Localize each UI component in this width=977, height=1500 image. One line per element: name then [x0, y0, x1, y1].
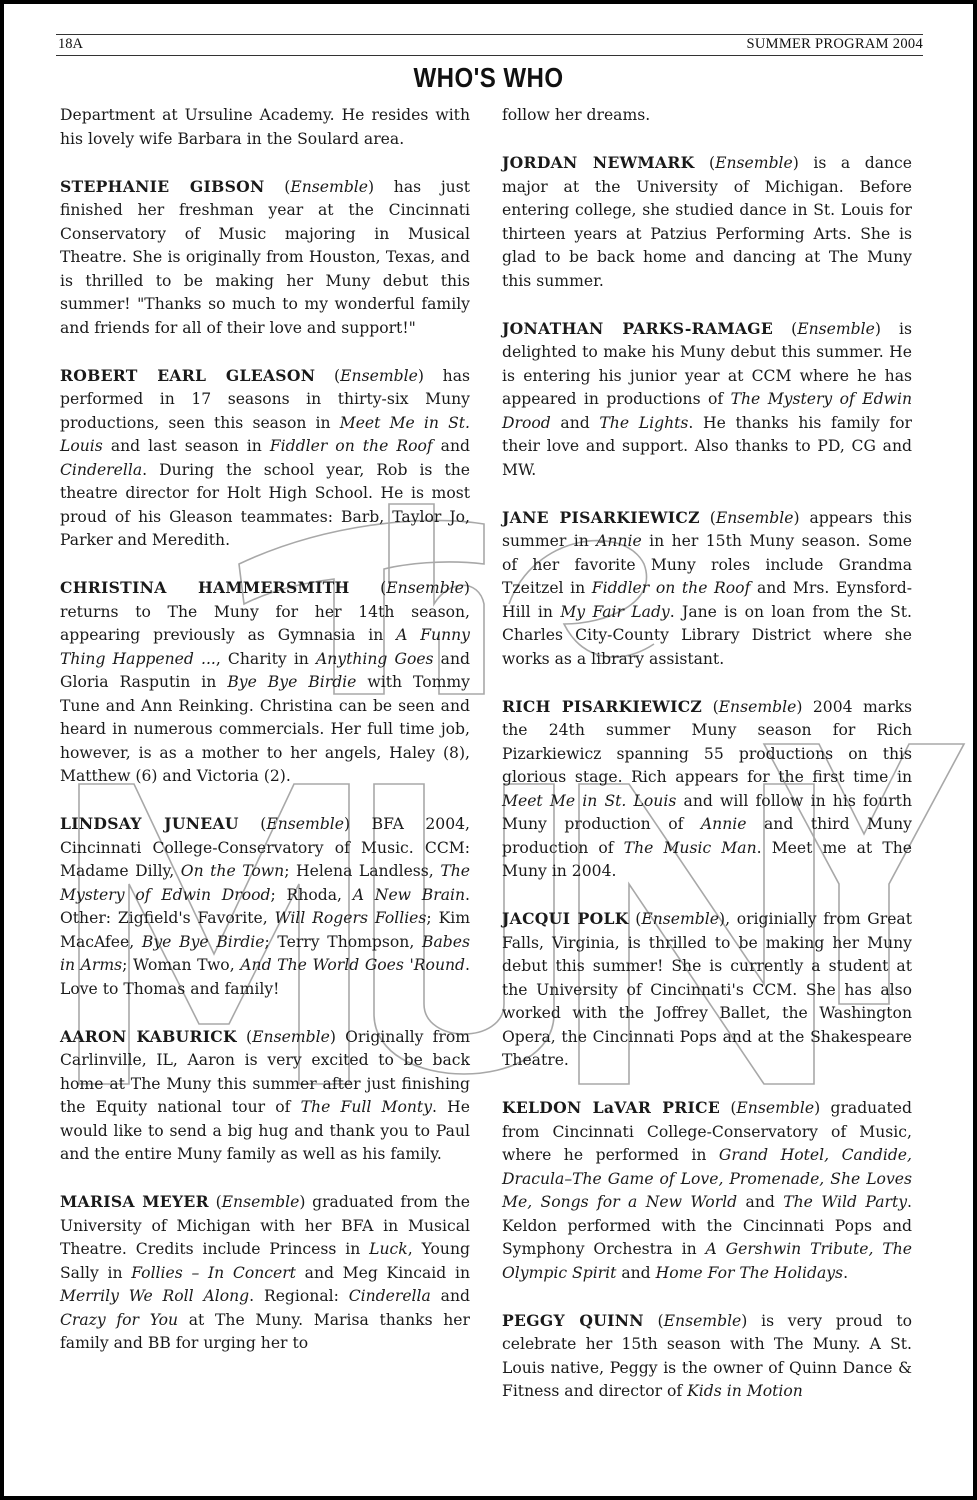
bio-text: and: [430, 1287, 471, 1305]
bio-text: . He thanks his family for their love and support. Also thanks to PD, CG and MW.: [502, 413, 912, 479]
work-title: Bye Bye Birdie: [227, 673, 357, 691]
bio-text: . Regional:: [249, 1287, 349, 1305]
bio-entry: CHRISTINA HAMMERSMITH (Ensemble) returns to The Muny for her 14th season, appearing previously as Gymnasia in A Funny Thing Happened ..., Charity in Anything Goes and Gloria Rasputin in Bye Bye Birdie with Tommy Tune and Ann Reinking. Christina can be seen and heard in numerous commercials. Her full time job, however, is as a mother to her angels, Haley (8), Matthew (6) and Victoria (2).: [60, 578, 471, 785]
performer-role: Ensemble: [641, 910, 719, 928]
bio-entry: RICH PISARKIEWICZ (Ensemble) 2004 marks the 24th summer Muny season for Rich Pizarkiewicz spanning 55 productions on this glorious stage. Rich appears for the first time in Meet Me in St. Louis and will follow in his fourth Muny production of Annie and third Muny production of The Music Man. Meet me at The Muny in 2004.: [502, 696, 912, 880]
work-title: The Full Monty: [300, 1098, 433, 1116]
performer-name: MARISA MEYER: [60, 1192, 209, 1211]
bio-text: and third Muny production of: [502, 815, 912, 857]
page-title: WHO'S WHO: [413, 62, 564, 93]
performer-name: KELDON LaVAR PRICE: [502, 1098, 721, 1117]
work-title: Meet Me in St. Louis: [502, 791, 677, 810]
bio-text: . Keldon performed with the Cincinnati Pops and Symphony Orchestra in: [502, 1193, 912, 1258]
bio-entry: JACQUI POLK (Ensemble), originially from Great Falls, Virginia, is thrilled to be making her Muny debut this summer! She is currently a student at the University of Cincinnati's CCM. She has also worked with the Joffrey Ballet, the Washington Opera, the Cincinnati Pops and at the Shakespeare Theatre.: [502, 909, 912, 1069]
work-title: Luck: [369, 1240, 408, 1258]
performer-name: CHRISTINA HAMMERSMITH: [60, 578, 350, 597]
performer-name: LINDSAY JUNEAU: [60, 814, 239, 833]
bio-text: is delighted to make his Muny debut this summer. He is entering his junior year at CCM where he has appeared in productions of: [502, 319, 912, 408]
bio-text: .: [843, 1263, 849, 1282]
bio-text: . During the school year, Rob is the theatre director for Holt High School. He is most proud of his Gleason teammates: Barb, Taylor Jo, Parker and Meredith.: [60, 460, 470, 549]
bio-text: has performed in 17 seasons in thirty-six Muny productions, seen this season in: [60, 366, 470, 432]
bio-text: in her 15th Muny season. Some of her favorite Muny roles include Grandma Tzeitzel in: [502, 532, 913, 597]
bio-text: graduated from Cincinnati College-Conservatory of Music, where he performed in: [502, 1099, 912, 1164]
performer-name: JORDAN NEWMARK: [502, 153, 695, 172]
bio-text: and will follow in his fourth Muny production of: [502, 791, 912, 833]
work-title: The Lights: [599, 413, 689, 432]
work-title: Anything Goes: [315, 649, 434, 668]
performer-name: AARON KABURICK: [60, 1026, 237, 1046]
bio-text: graduated from the University of Michigan with her BFA in Musical Theatre. Credits include Princess in: [60, 1193, 470, 1258]
performer-name: ROBERT EARL GLEASON: [60, 365, 316, 385]
work-title: Bye Bye Birdie: [141, 932, 265, 951]
work-title: Fiddler on the Roof: [591, 579, 751, 597]
bio-text: , Young Sally in: [60, 1240, 470, 1282]
work-title: A Funny Thing Happened ...: [60, 626, 470, 668]
bio-text: ; Rhoda,: [270, 885, 353, 904]
bio-text: and Meg Kincaid in: [295, 1263, 470, 1282]
bio-text: , Charity in: [215, 649, 316, 668]
performer-role: Ensemble: [386, 579, 464, 597]
bio-text: is a dance major at the University of Michigan. Before entering college, she studied dance in St. Louis for thirteen years at Patzius Performing Arts. She is glad to be back home and dancing at The Muny this summer.: [502, 154, 912, 290]
bio-text: and: [737, 1193, 784, 1211]
performer-name: RICH PISARKIEWICZ: [502, 696, 703, 716]
performer-role: Ensemble: [715, 154, 793, 172]
bio-text: with Tommy Tune and Ann Reinking. Christina can be seen and heard in numerous commercials. Her full time job, however, is as a mother to her angels, Haley (8), Matthew (6) and Victoria (2).: [60, 673, 470, 785]
work-title: Follies – In Concert: [131, 1263, 296, 1282]
right-column: [502, 104, 912, 1427]
work-title: Kids in Motion: [687, 1382, 803, 1400]
bio-text: and last season in: [102, 437, 270, 455]
bio-text: and Mrs. Eynsford-Hill in: [502, 579, 912, 621]
bio-continuation: [502, 104, 912, 128]
work-title: On the Town: [180, 862, 285, 880]
performer-role: Ensemble: [290, 177, 369, 196]
performer-name: JONATHAN PARKS-RAMAGE: [502, 318, 774, 338]
bio-text: . Love to Thomas and family!: [60, 956, 470, 998]
work-title: Cinderella: [60, 460, 143, 479]
work-title: The Mystery of Edwin Drood: [502, 390, 912, 432]
performer-role: Ensemble: [736, 1099, 815, 1117]
work-title: A New Brain: [352, 885, 466, 904]
bio-text: and: [432, 437, 470, 455]
work-title: Will Rogers Follies: [274, 909, 427, 927]
bio-text: appears this summer in: [502, 508, 912, 550]
bio-entry: JONATHAN PARKS-RAMAGE (Ensemble) is delighted to make his Muny debut this summer. He is entering his junior year at CCM where he has appeared in productions of The Mystery of Edwin Drood and The Lights. He thanks his family for their love and support. Also thanks to PD, CG and MW.: [502, 318, 912, 479]
work-title: And The World Goes 'Round: [240, 956, 466, 974]
bio-text: . Jane is on loan from the St. Charles City-County Library District where she works as a library assistant.: [502, 602, 912, 668]
performer-name: PEGGY QUINN: [502, 1310, 644, 1330]
performer-name: JACQUI POLK: [502, 909, 629, 928]
bio-text: ; Woman Two,: [122, 956, 241, 974]
bio-text: and Gloria Rasputin in: [60, 649, 470, 691]
work-title: The Wild Party: [783, 1193, 908, 1211]
running-header: [56, 34, 923, 56]
work-title: Crazy for You: [60, 1310, 179, 1329]
bio-text: BFA 2004, Cincinnati College-Conservatory of Music. CCM: Madame Dilly,: [60, 815, 470, 880]
bio-entry: AARON KABURICK (Ensemble) Originally from Carlinville, IL, Aaron is very excited to be back home at The Muny this summer after just finishing the Equity national tour of The Full Monty. He would like to send a big hug and thank you to Paul and the entire Muny family as well as his family.: [60, 1026, 471, 1163]
work-title: Cinderella: [348, 1287, 431, 1305]
work-title: Annie: [596, 532, 642, 550]
work-title: Annie: [700, 815, 747, 833]
work-title: A Gershwin Tribute, The Olympic Spirit: [502, 1240, 912, 1282]
page-number: 18A: [58, 36, 83, 52]
bio-entry: JANE PISARKIEWICZ (Ensemble) appears this summer in Annie in her 15th Muny season. Some of her favorite Muny roles include Grandma Tzeitzel in Fiddler on the Roof and Mrs. Eynsford-Hill in My Fair Lady. Jane is on loan from the St. Charles City-County Library District where she works as a library assistant.: [502, 507, 913, 668]
performer-role: Ensemble: [718, 697, 797, 716]
bio-text: . He would like to send a big hug and thank you to Paul and the entire Muny family as well as his family.: [60, 1098, 470, 1163]
work-title: The Mystery of Edwin Drood: [60, 862, 470, 904]
left-column: [60, 104, 470, 1379]
performer-role: Ensemble: [266, 815, 345, 833]
work-title: Meet Me in St. Louis: [60, 413, 470, 455]
performer-role: Ensemble: [340, 366, 418, 385]
bio-text: . Other: Zigfield's Favorite,: [60, 885, 471, 927]
bio-text: ; Kim MacAfee,: [60, 909, 470, 951]
performer-role: Ensemble: [797, 319, 875, 338]
performer-role: Ensemble: [221, 1193, 300, 1211]
bio-entry: MARISA MEYER (Ensemble) graduated from the University of Michigan with her BFA in Musical Theatre. Credits include Princess in Luck, Young Sally in Follies – In Concert and Meg Kincaid in Merrily We Roll Along. Regional: Cinderella and Crazy for You at The Muny. Marisa thanks her family and BB for urging her to: [60, 1192, 471, 1352]
bio-text: Department at Ursuline Academy. He resides with his lovely wife Barbara in the Soulard area.: [60, 106, 470, 148]
bio-entry: STEPHANIE GIBSON (Ensemble) has just finished her freshman year at the Cincinnati Conservatory of Music majoring in Musical Theatre. She is originally from Houston, Texas, and is thrilled to be making her Muny debut this summer! "Thanks so much to my wonderful family and friends for all of their love and support!": [60, 176, 470, 337]
bio-entry: JORDAN NEWMARK (Ensemble) is a dance major at the University of Michigan. Before entering college, she studied dance in St. Louis for thirteen years at Patzius Performing Arts. She is glad to be back home and dancing at The Muny this summer.: [502, 153, 912, 290]
bio-text: originially from Great Falls, Virginia, is thrilled to be making her Muny debut this summer! She is currently a student at the University of Cincinnati's CCM. She has also worked with the Joffrey Ballet, the Washington Opera, the Cincinnati Pops and at the Shakespeare Theatre.: [502, 910, 912, 1069]
bio-text: Originally from Carlinville, IL, Aaron is very excited to be back home at The Muny this summer after just finishing the Equity national tour of: [60, 1027, 471, 1116]
work-title: Babes in Arms: [60, 932, 470, 974]
work-title: The Music Man: [623, 838, 757, 857]
bio-text: and: [616, 1263, 656, 1282]
bio-text: follow her dreams.: [502, 106, 651, 124]
bio-text: 2004 marks the 24th summer Muny season for Rich Pizarkiewicz spanning 55 productions on this glorious stage. Rich appears for the first time in: [502, 697, 912, 786]
bio-entry: LINDSAY JUNEAU (Ensemble) BFA 2004, Cincinnati College-Conservatory of Music. CCM: Madame Dilly, On the Town; Helena Landless, The Mystery of Edwin Drood; Rhoda, A New Brain. Other: Zigfield's Favorite, Will Rogers Follies; Kim MacAfee, Bye Bye Birdie; Terry Thompson, Babes in Arms; Woman Two, And The World Goes 'Round. Love to Thomas and family!: [60, 814, 471, 998]
program-title: SUMMER PROGRAM 2004: [746, 36, 923, 52]
bio-text: is very proud to celebrate her 15th season with The Muny. A St. Louis native, Peggy is the owner of Quinn Dance & Fitness and director of: [502, 1311, 913, 1400]
bio-continuation: [60, 104, 470, 151]
performer-role: Ensemble: [252, 1027, 330, 1046]
performer-name: STEPHANIE GIBSON: [60, 176, 265, 196]
bio-entry: ROBERT EARL GLEASON (Ensemble) has performed in 17 seasons in thirty-six Muny productions, seen this season in Meet Me in St. Louis and last season in Fiddler on the Roof and Cinderella. During the school year, Rob is the theatre director for Holt High School. He is most proud of his Gleason teammates: Barb, Taylor Jo, Parker and Meredith.: [60, 365, 470, 549]
bio-entry: PEGGY QUINN (Ensemble) is very proud to celebrate her 15th season with The Muny. A St. Louis native, Peggy is the owner of Quinn Dance & Fitness and director of Kids in Motion: [502, 1310, 913, 1400]
bio-text: returns to The Muny for her 14th season, appearing previously as Gymnasia in: [60, 602, 470, 644]
performer-role: Ensemble: [663, 1311, 742, 1330]
bio-text: . Meet me at The Muny in 2004.: [502, 838, 912, 880]
performer-name: JANE PISARKIEWICZ: [502, 507, 700, 527]
bio-text: ; Terry Thompson,: [264, 932, 423, 951]
bio-text: and: [550, 413, 600, 432]
bio-entry: KELDON LaVAR PRICE (Ensemble) graduated from Cincinnati College-Conservatory of Music, where he performed in Grand Hotel, Candide, Dracula–The Game of Love, Promenade, She Loves Me, Songs for a New World and The Wild Party. Keldon performed with the Cincinnati Pops and Symphony Orchestra in A Gershwin Tribute, The Olympic Spirit and Home For The Holidays.: [502, 1098, 912, 1282]
work-title: Grand Hotel, Candide, Dracula–The Game of Love, Promenade, She Loves Me, Songs for a New World: [502, 1146, 912, 1211]
bio-text: ; Helena Landless,: [284, 862, 441, 880]
work-title: Home For The Holidays: [655, 1263, 844, 1282]
work-title: Merrily We Roll Along: [60, 1287, 250, 1305]
work-title: Fiddler on the Roof: [269, 437, 433, 455]
bio-text: has just finished her freshman year at the Cincinnati Conservatory of Music majoring in Musical Theatre. She is originally from Houston, Texas, and is thrilled to be making her Muny debut this summer! "Thanks so much to my wonderful family and friends for all of their love and support!": [60, 177, 470, 337]
work-title: My Fair Lady: [560, 602, 670, 621]
page: [4, 4, 973, 1496]
bio-text: at The Muny. Marisa thanks her family and BB for urging her to: [60, 1310, 470, 1352]
performer-role: Ensemble: [715, 508, 794, 527]
